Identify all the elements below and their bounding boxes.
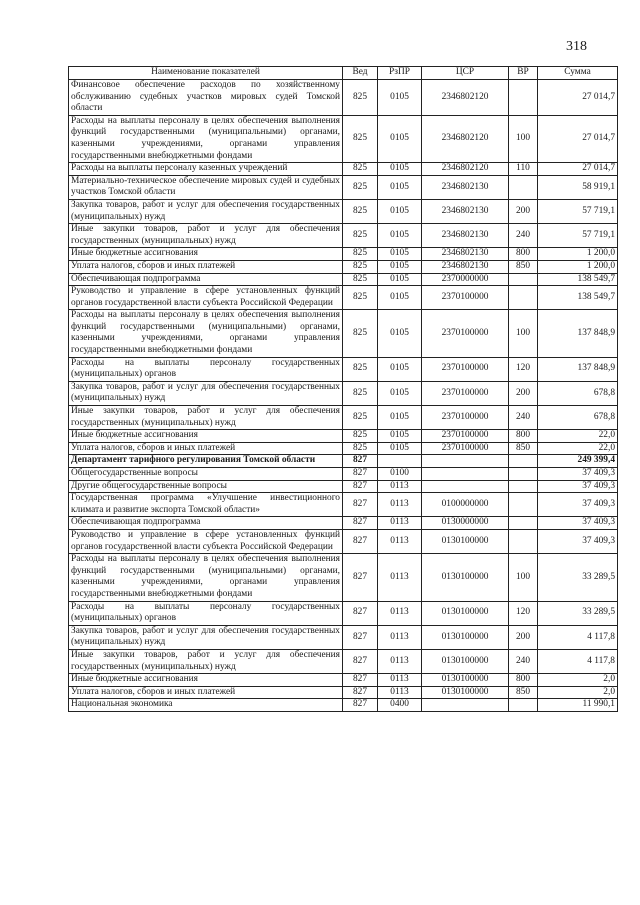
cell-sum: 137 848,9 <box>538 310 618 357</box>
cell-vr <box>509 493 538 517</box>
cell-csr: 2346802120 <box>422 163 509 176</box>
cell-ved: 825 <box>343 310 378 357</box>
cell-rzpr: 0105 <box>378 163 422 176</box>
cell-name: Иные закупки товаров, работ и услуг для обеспечения государственных (муниципальных) нужд <box>69 406 343 430</box>
cell-csr: 2370100000 <box>422 430 509 443</box>
cell-csr: 0130100000 <box>422 529 509 553</box>
cell-sum: 58 919,1 <box>538 175 618 199</box>
cell-vr: 100 <box>509 115 538 162</box>
budget-table <box>68 66 618 712</box>
table-row <box>69 517 618 530</box>
cell-sum: 37 409,3 <box>538 480 618 493</box>
cell-rzpr: 0113 <box>378 674 422 687</box>
cell-vr: 800 <box>509 430 538 443</box>
cell-rzpr: 0113 <box>378 601 422 625</box>
cell-csr: 2346802120 <box>422 115 509 162</box>
cell-sum: 138 549,7 <box>538 286 618 310</box>
header-sum: Сумма <box>538 67 618 80</box>
cell-rzpr: 0113 <box>378 649 422 673</box>
table-row <box>69 286 618 310</box>
cell-sum: 57 719,1 <box>538 224 618 248</box>
cell-name: Расходы на выплаты персоналу в целях обеспечения выполнения функций государственными (муниципальными) органами, казенными учреждениями, органами управления государственными внебюджетными фондами <box>69 115 343 162</box>
cell-rzpr: 0100 <box>378 468 422 481</box>
cell-name: Государственная программа «Улучшение инвестиционного климата и развитие экспорта Томской области» <box>69 493 343 517</box>
table-row <box>69 468 618 481</box>
cell-sum: 678,8 <box>538 406 618 430</box>
table-row <box>69 430 618 443</box>
page-number: 318 <box>566 39 587 54</box>
table-row <box>69 273 618 286</box>
cell-sum: 1 200,0 <box>538 248 618 261</box>
cell-sum: 678,8 <box>538 381 618 405</box>
table-row <box>69 455 618 468</box>
cell-name: Иные бюджетные ассигнования <box>69 430 343 443</box>
table-row <box>69 554 618 601</box>
cell-csr: 0130100000 <box>422 686 509 699</box>
cell-rzpr: 0105 <box>378 286 422 310</box>
cell-name: Закупка товаров, работ и услуг для обеспечения государственных (муниципальных) нужд <box>69 625 343 649</box>
cell-sum: 37 409,3 <box>538 493 618 517</box>
cell-name: Закупка товаров, работ и услуг для обеспечения государственных (муниципальных) нужд <box>69 199 343 223</box>
cell-csr: 2370000000 <box>422 273 509 286</box>
cell-vr <box>509 286 538 310</box>
table-row <box>69 163 618 176</box>
cell-sum: 2,0 <box>538 674 618 687</box>
table-row <box>69 115 618 162</box>
header-row <box>69 67 618 80</box>
cell-ved: 827 <box>343 625 378 649</box>
cell-ved: 827 <box>343 455 378 468</box>
cell-csr: 2346802120 <box>422 80 509 116</box>
table-row <box>69 480 618 493</box>
cell-sum: 4 117,8 <box>538 625 618 649</box>
cell-csr: 2346802130 <box>422 260 509 273</box>
table-row <box>69 601 618 625</box>
table-row <box>69 674 618 687</box>
cell-sum: 27 014,7 <box>538 80 618 116</box>
cell-ved: 825 <box>343 80 378 116</box>
cell-ved: 827 <box>343 517 378 530</box>
cell-rzpr: 0105 <box>378 442 422 455</box>
cell-sum: 33 289,5 <box>538 601 618 625</box>
table-row <box>69 224 618 248</box>
cell-name: Иные закупки товаров, работ и услуг для обеспечения государственных (муниципальных) нужд <box>69 649 343 673</box>
cell-rzpr: 0113 <box>378 686 422 699</box>
cell-sum: 138 549,7 <box>538 273 618 286</box>
cell-ved: 825 <box>343 163 378 176</box>
cell-rzpr: 0105 <box>378 199 422 223</box>
cell-csr <box>422 455 509 468</box>
cell-csr: 0130000000 <box>422 517 509 530</box>
header-ved: Вед <box>343 67 378 80</box>
cell-vr <box>509 273 538 286</box>
table-row <box>69 625 618 649</box>
cell-csr: 2346802130 <box>422 224 509 248</box>
header-csr: ЦСР <box>422 67 509 80</box>
cell-rzpr: 0113 <box>378 493 422 517</box>
cell-rzpr <box>378 455 422 468</box>
cell-name: Расходы на выплаты персоналу в целях обеспечения выполнения функций государственными (муниципальными) органами, казенными учреждениями, органами управления государственными внебюджетными фондами <box>69 310 343 357</box>
cell-rzpr: 0105 <box>378 310 422 357</box>
cell-ved: 825 <box>343 175 378 199</box>
cell-vr: 110 <box>509 163 538 176</box>
header-name: Наименование показателей <box>69 67 343 80</box>
cell-vr: 200 <box>509 199 538 223</box>
cell-vr: 200 <box>509 381 538 405</box>
cell-name: Обеспечивающая подпрограмма <box>69 517 343 530</box>
cell-vr <box>509 80 538 116</box>
cell-name: Иные бюджетные ассигнования <box>69 674 343 687</box>
cell-sum: 37 409,3 <box>538 517 618 530</box>
cell-csr: 2370100000 <box>422 357 509 381</box>
cell-csr <box>422 699 509 712</box>
cell-ved: 827 <box>343 468 378 481</box>
table-row <box>69 357 618 381</box>
cell-vr: 100 <box>509 310 538 357</box>
cell-csr <box>422 468 509 481</box>
cell-vr: 240 <box>509 649 538 673</box>
cell-sum: 37 409,3 <box>538 468 618 481</box>
cell-sum: 33 289,5 <box>538 554 618 601</box>
table-row <box>69 699 618 712</box>
cell-rzpr: 0105 <box>378 260 422 273</box>
cell-sum: 27 014,7 <box>538 163 618 176</box>
cell-name: Уплата налогов, сборов и иных платежей <box>69 260 343 273</box>
cell-csr: 2346802130 <box>422 248 509 261</box>
cell-sum: 22,0 <box>538 430 618 443</box>
cell-name: Расходы на выплаты персоналу государственных (муниципальных) органов <box>69 357 343 381</box>
cell-ved: 827 <box>343 649 378 673</box>
cell-vr <box>509 468 538 481</box>
cell-sum: 11 990,1 <box>538 699 618 712</box>
table-header <box>69 67 618 80</box>
cell-vr: 240 <box>509 224 538 248</box>
cell-rzpr: 0105 <box>378 248 422 261</box>
cell-csr: 0130100000 <box>422 554 509 601</box>
cell-vr <box>509 480 538 493</box>
cell-ved: 825 <box>343 430 378 443</box>
table-row <box>69 248 618 261</box>
table-row <box>69 310 618 357</box>
table-row <box>69 493 618 517</box>
table-row <box>69 529 618 553</box>
cell-ved: 827 <box>343 554 378 601</box>
cell-name: Департамент тарифного регулирования Томской области <box>69 455 343 468</box>
cell-name: Уплата налогов, сборов и иных платежей <box>69 686 343 699</box>
table-row <box>69 175 618 199</box>
cell-vr: 200 <box>509 625 538 649</box>
header-vr: ВР <box>509 67 538 80</box>
cell-csr: 2346802130 <box>422 199 509 223</box>
cell-ved: 825 <box>343 286 378 310</box>
cell-csr <box>422 480 509 493</box>
cell-csr: 2370100000 <box>422 310 509 357</box>
cell-vr <box>509 517 538 530</box>
cell-name: Закупка товаров, работ и услуг для обеспечения государственных (муниципальных) нужд <box>69 381 343 405</box>
cell-ved: 827 <box>343 601 378 625</box>
cell-rzpr: 0400 <box>378 699 422 712</box>
cell-csr: 2370100000 <box>422 442 509 455</box>
cell-name: Иные закупки товаров, работ и услуг для обеспечения государственных (муниципальных) нужд <box>69 224 343 248</box>
cell-csr: 0130100000 <box>422 674 509 687</box>
cell-ved: 825 <box>343 381 378 405</box>
cell-rzpr: 0113 <box>378 517 422 530</box>
cell-name: Руководство и управление в сфере установленных функций органов государственной власти субъекта Российской Федерации <box>69 286 343 310</box>
cell-name: Финансовое обеспечение расходов по хозяйственному обслуживанию судебных участков мировых судей Томской области <box>69 80 343 116</box>
cell-sum: 27 014,7 <box>538 115 618 162</box>
cell-rzpr: 0105 <box>378 430 422 443</box>
cell-csr: 0130100000 <box>422 649 509 673</box>
cell-ved: 827 <box>343 674 378 687</box>
cell-vr: 120 <box>509 357 538 381</box>
cell-csr: 0130100000 <box>422 625 509 649</box>
cell-vr <box>509 175 538 199</box>
cell-rzpr: 0113 <box>378 554 422 601</box>
cell-csr: 0100000000 <box>422 493 509 517</box>
cell-csr: 2370100000 <box>422 406 509 430</box>
cell-rzpr: 0113 <box>378 480 422 493</box>
cell-vr: 800 <box>509 248 538 261</box>
cell-csr: 2370100000 <box>422 286 509 310</box>
cell-ved: 825 <box>343 115 378 162</box>
cell-ved: 827 <box>343 493 378 517</box>
cell-ved: 827 <box>343 686 378 699</box>
cell-sum: 1 200,0 <box>538 260 618 273</box>
cell-rzpr: 0105 <box>378 273 422 286</box>
cell-name: Расходы на выплаты персоналу государственных (муниципальных) органов <box>69 601 343 625</box>
cell-name: Материально-техническое обеспечение мировых судей и судебных участков Томской области <box>69 175 343 199</box>
table-row <box>69 649 618 673</box>
cell-name: Другие общегосударственные вопросы <box>69 480 343 493</box>
cell-sum: 57 719,1 <box>538 199 618 223</box>
cell-rzpr: 0105 <box>378 381 422 405</box>
cell-sum: 137 848,9 <box>538 357 618 381</box>
cell-csr: 2346802130 <box>422 175 509 199</box>
cell-name: Расходы на выплаты персоналу в целях обеспечения выполнения функций государственными (муниципальными) органами, казенными учреждениями, органами управления государственными внебюджетными фондами <box>69 554 343 601</box>
cell-name: Иные бюджетные ассигнования <box>69 248 343 261</box>
cell-rzpr: 0105 <box>378 406 422 430</box>
cell-sum: 4 117,8 <box>538 649 618 673</box>
cell-sum: 37 409,3 <box>538 529 618 553</box>
cell-ved: 825 <box>343 260 378 273</box>
table-row <box>69 686 618 699</box>
cell-vr <box>509 699 538 712</box>
cell-csr: 0130100000 <box>422 601 509 625</box>
cell-sum: 22,0 <box>538 442 618 455</box>
cell-rzpr: 0105 <box>378 115 422 162</box>
cell-sum: 2,0 <box>538 686 618 699</box>
cell-ved: 825 <box>343 273 378 286</box>
cell-name: Национальная экономика <box>69 699 343 712</box>
cell-rzpr: 0105 <box>378 175 422 199</box>
cell-rzpr: 0105 <box>378 224 422 248</box>
table-row <box>69 406 618 430</box>
cell-vr: 850 <box>509 686 538 699</box>
table-row <box>69 199 618 223</box>
cell-vr <box>509 455 538 468</box>
header-rzpr: РзПР <box>378 67 422 80</box>
table-row <box>69 260 618 273</box>
cell-name: Руководство и управление в сфере установленных функций органов государственной власти субъекта Российской Федерации <box>69 529 343 553</box>
cell-csr: 2370100000 <box>422 381 509 405</box>
cell-vr: 800 <box>509 674 538 687</box>
cell-name: Уплата налогов, сборов и иных платежей <box>69 442 343 455</box>
cell-vr: 240 <box>509 406 538 430</box>
cell-ved: 825 <box>343 406 378 430</box>
cell-rzpr: 0105 <box>378 80 422 116</box>
cell-ved: 825 <box>343 442 378 455</box>
table-body <box>69 80 618 712</box>
table-row <box>69 381 618 405</box>
cell-ved: 825 <box>343 199 378 223</box>
cell-ved: 827 <box>343 699 378 712</box>
cell-name: Расходы на выплаты персоналу казенных учреждений <box>69 163 343 176</box>
cell-vr <box>509 529 538 553</box>
cell-rzpr: 0113 <box>378 625 422 649</box>
cell-vr: 850 <box>509 260 538 273</box>
cell-ved: 827 <box>343 529 378 553</box>
cell-rzpr: 0105 <box>378 357 422 381</box>
cell-ved: 827 <box>343 480 378 493</box>
cell-name: Обеспечивающая подпрограмма <box>69 273 343 286</box>
cell-ved: 825 <box>343 224 378 248</box>
cell-rzpr: 0113 <box>378 529 422 553</box>
table-row <box>69 442 618 455</box>
cell-vr: 850 <box>509 442 538 455</box>
cell-ved: 825 <box>343 248 378 261</box>
cell-sum: 249 399,4 <box>538 455 618 468</box>
cell-ved: 825 <box>343 357 378 381</box>
table-row <box>69 80 618 116</box>
cell-vr: 100 <box>509 554 538 601</box>
cell-name: Общегосударственные вопросы <box>69 468 343 481</box>
cell-vr: 120 <box>509 601 538 625</box>
